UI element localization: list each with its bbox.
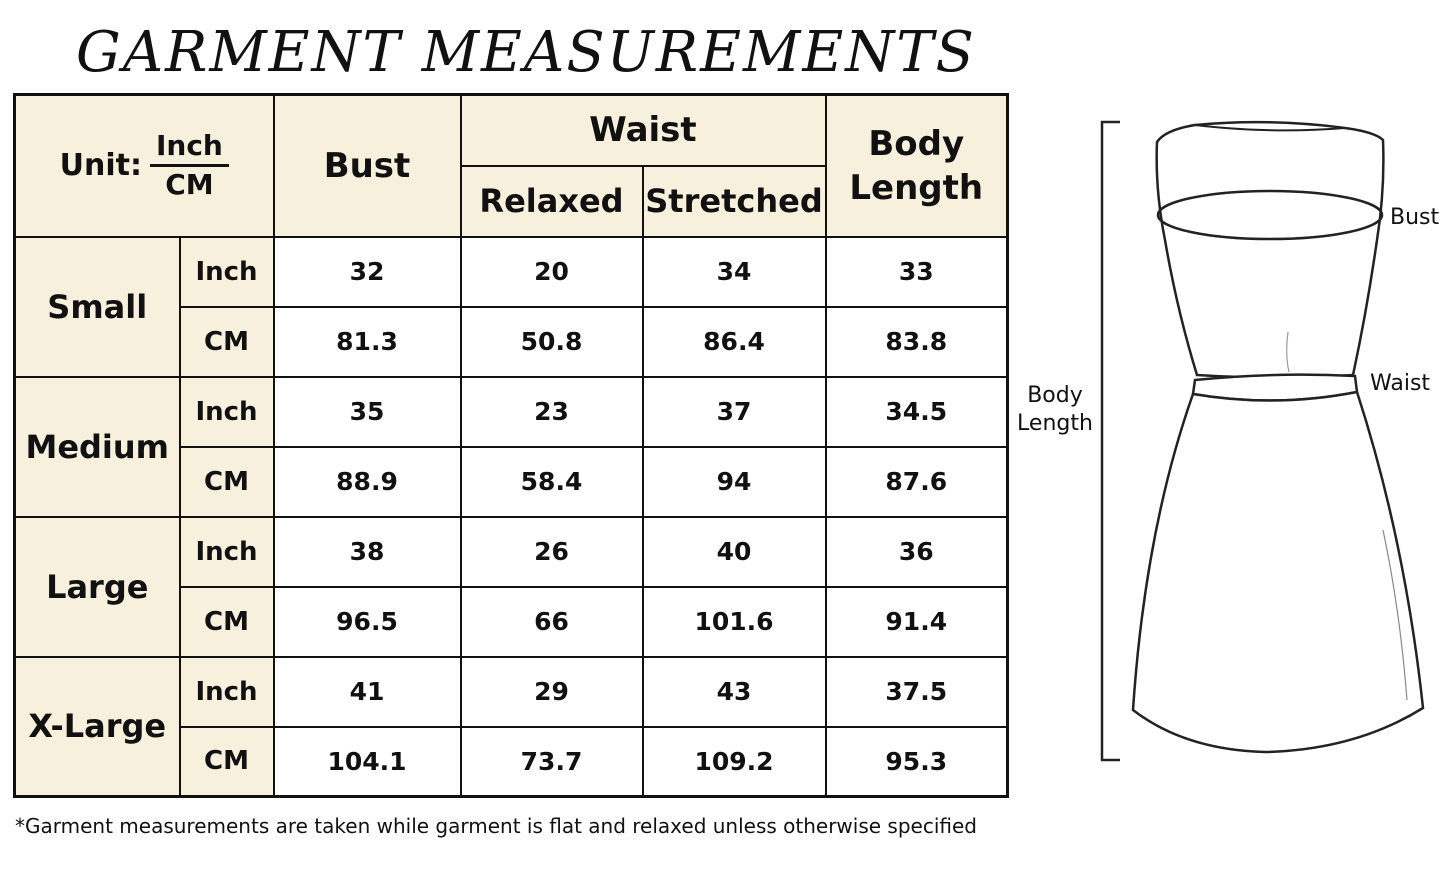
bust-value: 38: [274, 517, 461, 587]
body-length-line1: Body: [868, 123, 965, 164]
waist-relaxed-value: 58.4: [461, 447, 643, 517]
unit-fraction: [150, 128, 229, 203]
body-length-value: 34.5: [826, 377, 1008, 447]
footnote: *Garment measurements are taken while garment is flat and relaxed unless otherwise specified: [15, 814, 978, 838]
size-name: Small: [15, 237, 180, 377]
body-length-label-line2: Length: [1017, 411, 1093, 436]
waist-relaxed-value: 50.8: [461, 307, 643, 377]
waist-stretched-value: 109.2: [643, 727, 826, 797]
waist-stretched-value: 43: [643, 657, 826, 727]
waist-relaxed-value: 66: [461, 587, 643, 657]
size-name: Large: [15, 517, 180, 657]
relaxed-header: Relaxed: [461, 166, 643, 237]
bust-value: 88.9: [274, 447, 461, 517]
unit-inch-label: Inch: [150, 128, 229, 167]
table-row: [15, 237, 1008, 307]
unit-cm-label: CM: [165, 168, 214, 202]
bust-value: 81.3: [274, 307, 461, 377]
unit-cell: CM: [180, 447, 274, 517]
body-length-value: 87.6: [826, 447, 1008, 517]
unit-header-cell: [15, 95, 274, 237]
unit-cell: CM: [180, 307, 274, 377]
waist-stretched-value: 37: [643, 377, 826, 447]
table-row: [15, 377, 1008, 447]
size-name: Medium: [15, 377, 180, 517]
waist-relaxed-value: 20: [461, 237, 643, 307]
body-length-value: 95.3: [826, 727, 1008, 797]
dress-skirt: [1133, 392, 1423, 752]
table-row: [15, 657, 1008, 727]
bust-header: Bust: [274, 95, 461, 237]
unit-cell: Inch: [180, 237, 274, 307]
stretched-header: Stretched: [643, 166, 826, 237]
unit-cell: CM: [180, 587, 274, 657]
waist-stretched-value: 86.4: [643, 307, 826, 377]
body-length-line2: Length: [849, 167, 984, 208]
dress-bodice: [1157, 122, 1384, 377]
size-chart-table: [13, 93, 1009, 798]
body-length-label: [1014, 382, 1096, 438]
bust-value: 41: [274, 657, 461, 727]
size-name: X-Large: [15, 657, 180, 797]
unit-cell: Inch: [180, 517, 274, 587]
bust-value: 96.5: [274, 587, 461, 657]
body-length-header: [826, 95, 1008, 237]
body-length-value: 91.4: [826, 587, 1008, 657]
waist-relaxed-value: 26: [461, 517, 643, 587]
waist-stretched-value: 34: [643, 237, 826, 307]
page-title: GARMENT MEASUREMENTS: [76, 20, 976, 85]
bust-value: 104.1: [274, 727, 461, 797]
body-length-value: 33: [826, 237, 1008, 307]
waist-stretched-value: 40: [643, 517, 826, 587]
waist-label: Waist: [1370, 371, 1431, 396]
waist-stretched-value: 101.6: [643, 587, 826, 657]
waist-relaxed-value: 73.7: [461, 727, 643, 797]
unit-label: Unit:: [59, 148, 142, 184]
waist-relaxed-value: 29: [461, 657, 643, 727]
bust-value: 32: [274, 237, 461, 307]
body-length-value: 36: [826, 517, 1008, 587]
waist-header: Waist: [461, 95, 826, 166]
body-length-bracket: [1102, 122, 1120, 760]
unit-cell: Inch: [180, 657, 274, 727]
body-length-value: 83.8: [826, 307, 1008, 377]
waist-relaxed-value: 23: [461, 377, 643, 447]
waist-stretched-value: 94: [643, 447, 826, 517]
dress-diagram: [1005, 110, 1445, 780]
bust-value: 35: [274, 377, 461, 447]
bust-label: Bust: [1390, 205, 1440, 230]
body-length-value: 37.5: [826, 657, 1008, 727]
body-length-label-line1: Body: [1027, 383, 1083, 408]
unit-cell: Inch: [180, 377, 274, 447]
table-row: [15, 517, 1008, 587]
unit-cell: CM: [180, 727, 274, 797]
